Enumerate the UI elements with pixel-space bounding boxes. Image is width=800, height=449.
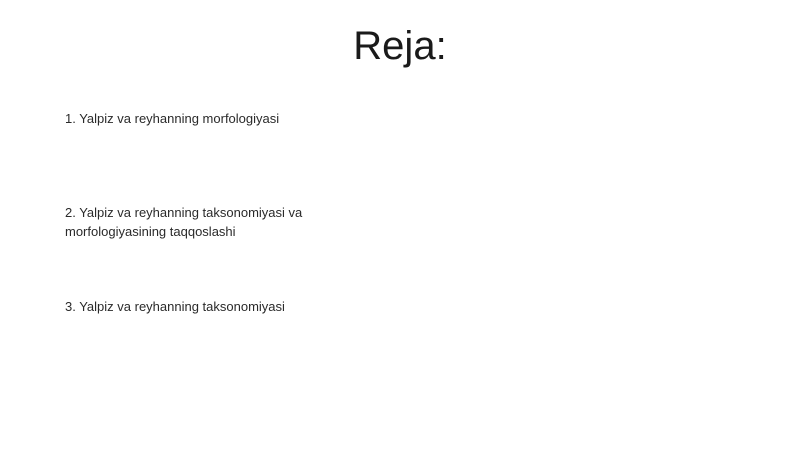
slide-title: Reja:: [353, 24, 447, 68]
list-item: 2. Yalpiz va reyhanning taksonomiyasi va morfologiyasining taqqoslashi: [65, 205, 303, 239]
list-item: 3. Yalpiz va reyhanning taksonomiyasi: [65, 299, 285, 314]
list-item: 1. Yalpiz va reyhanning morfologiyasi: [65, 111, 280, 126]
